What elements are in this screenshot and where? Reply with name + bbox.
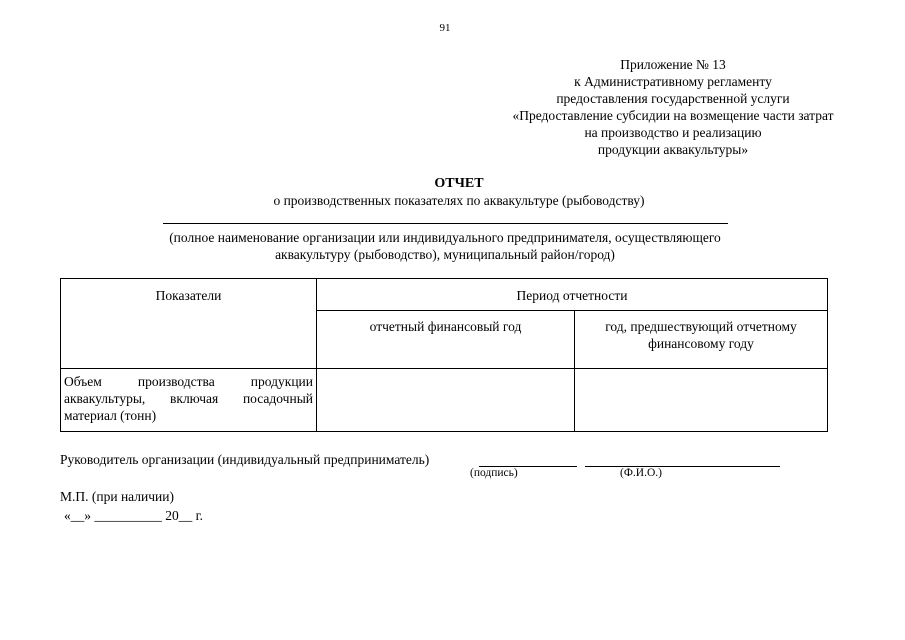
organization-name-line[interactable]	[163, 223, 728, 224]
cell-previous-year-value[interactable]	[575, 369, 828, 432]
appendix-line: на производство и реализацию	[584, 125, 762, 140]
appendix-header	[472, 56, 874, 158]
row-label-line: Объем производства продукции	[64, 374, 313, 389]
date-year[interactable]: 20__ г.	[165, 508, 204, 523]
row-label-line: материал (тонн)	[64, 408, 157, 423]
subheader-line: год, предшествующий отчетному	[605, 319, 797, 334]
appendix-line: к Административному регламенту	[574, 74, 772, 89]
appendix-line: «Предоставление субсидии на возмещение части затрат	[512, 108, 834, 123]
signature-label: Руководитель организации (индивидуальный предприниматель)	[60, 452, 430, 467]
appendix-line: продукции аквакультуры»	[597, 142, 749, 157]
header-indicators: Показатели	[61, 279, 317, 369]
organization-name-caption	[0, 229, 890, 263]
subheader-line: финансовому году	[648, 336, 754, 351]
caption-line: аквакультуру (рыбоводство), муниципальный район/город)	[275, 247, 615, 262]
subheader-previous-year	[575, 311, 828, 369]
row-production-volume-label	[61, 369, 317, 432]
page-number: 91	[439, 22, 451, 34]
row-label-line: аквакультуры, включая посадочный	[64, 391, 313, 406]
document-subtitle: о производственных показателях по аквакультуре (рыбоводству)	[273, 193, 645, 208]
document-title: ОТЧЕТ	[434, 176, 484, 191]
date-day[interactable]: «__»	[64, 508, 91, 523]
fio-caption: (Ф.И.О.)	[620, 467, 662, 479]
report-table	[60, 278, 828, 432]
cell-current-year-value[interactable]	[317, 369, 575, 432]
fio-line[interactable]	[585, 466, 780, 467]
stamp-label: М.П. (при наличии)	[60, 489, 174, 504]
date-month[interactable]: __________	[94, 508, 162, 523]
signature-caption: (подпись)	[470, 467, 518, 479]
subheader-current-year: отчетный финансовый год	[317, 311, 575, 369]
header-period: Период отчетности	[317, 279, 828, 311]
appendix-line: предоставления государственной услуги	[556, 91, 790, 106]
date-field	[64, 508, 203, 524]
caption-line: (полное наименование организации или индивидуального предпринимателя, осуществляющего	[169, 230, 721, 245]
appendix-line: Приложение № 13	[620, 57, 726, 72]
